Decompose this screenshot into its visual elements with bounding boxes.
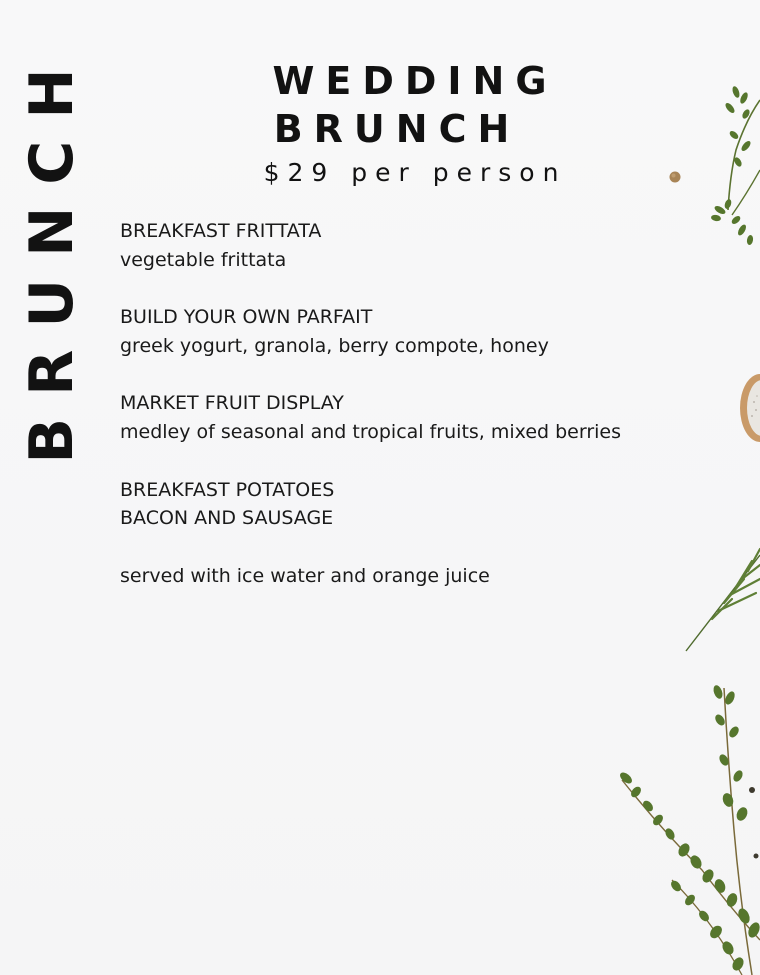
menu-item-title: BUILD YOUR OWN PARFAIT (120, 306, 373, 329)
menu-section-parfait (120, 303, 720, 360)
menu-item-title: BREAKFAST POTATOES (120, 478, 335, 501)
menu-section-sides (120, 476, 720, 533)
menu-item-note: served with ice water and orange juice (120, 564, 490, 587)
menu-item-description: greek yogurt, granola, berry compote, honey (120, 334, 549, 357)
title-line-2: BRUNCH (273, 107, 521, 151)
menu-item-title: MARKET FRUIT DISPLAY (120, 392, 344, 415)
title-line-1: WEDDING (272, 59, 558, 103)
menu-section-beverages (120, 562, 720, 591)
menu-list (120, 217, 720, 619)
menu-item-title: BACON AND SAUSAGE (120, 507, 334, 530)
menu-item-description: medley of seasonal and tropical fruits, mixed berries (120, 420, 622, 443)
salt-bowl-icon (738, 372, 760, 444)
peppercorn-icon (668, 170, 682, 184)
menu-section-frittata (120, 217, 720, 274)
menu-item-description: vegetable frittata (120, 248, 287, 271)
thyme-cluster-icon (612, 680, 760, 975)
menu-item-title: BREAKFAST FRITTATA (120, 220, 322, 242)
side-title: BRUNCH (17, 46, 87, 464)
price-per-person: $29 per person (263, 158, 567, 187)
menu-section-fruit (120, 389, 720, 446)
